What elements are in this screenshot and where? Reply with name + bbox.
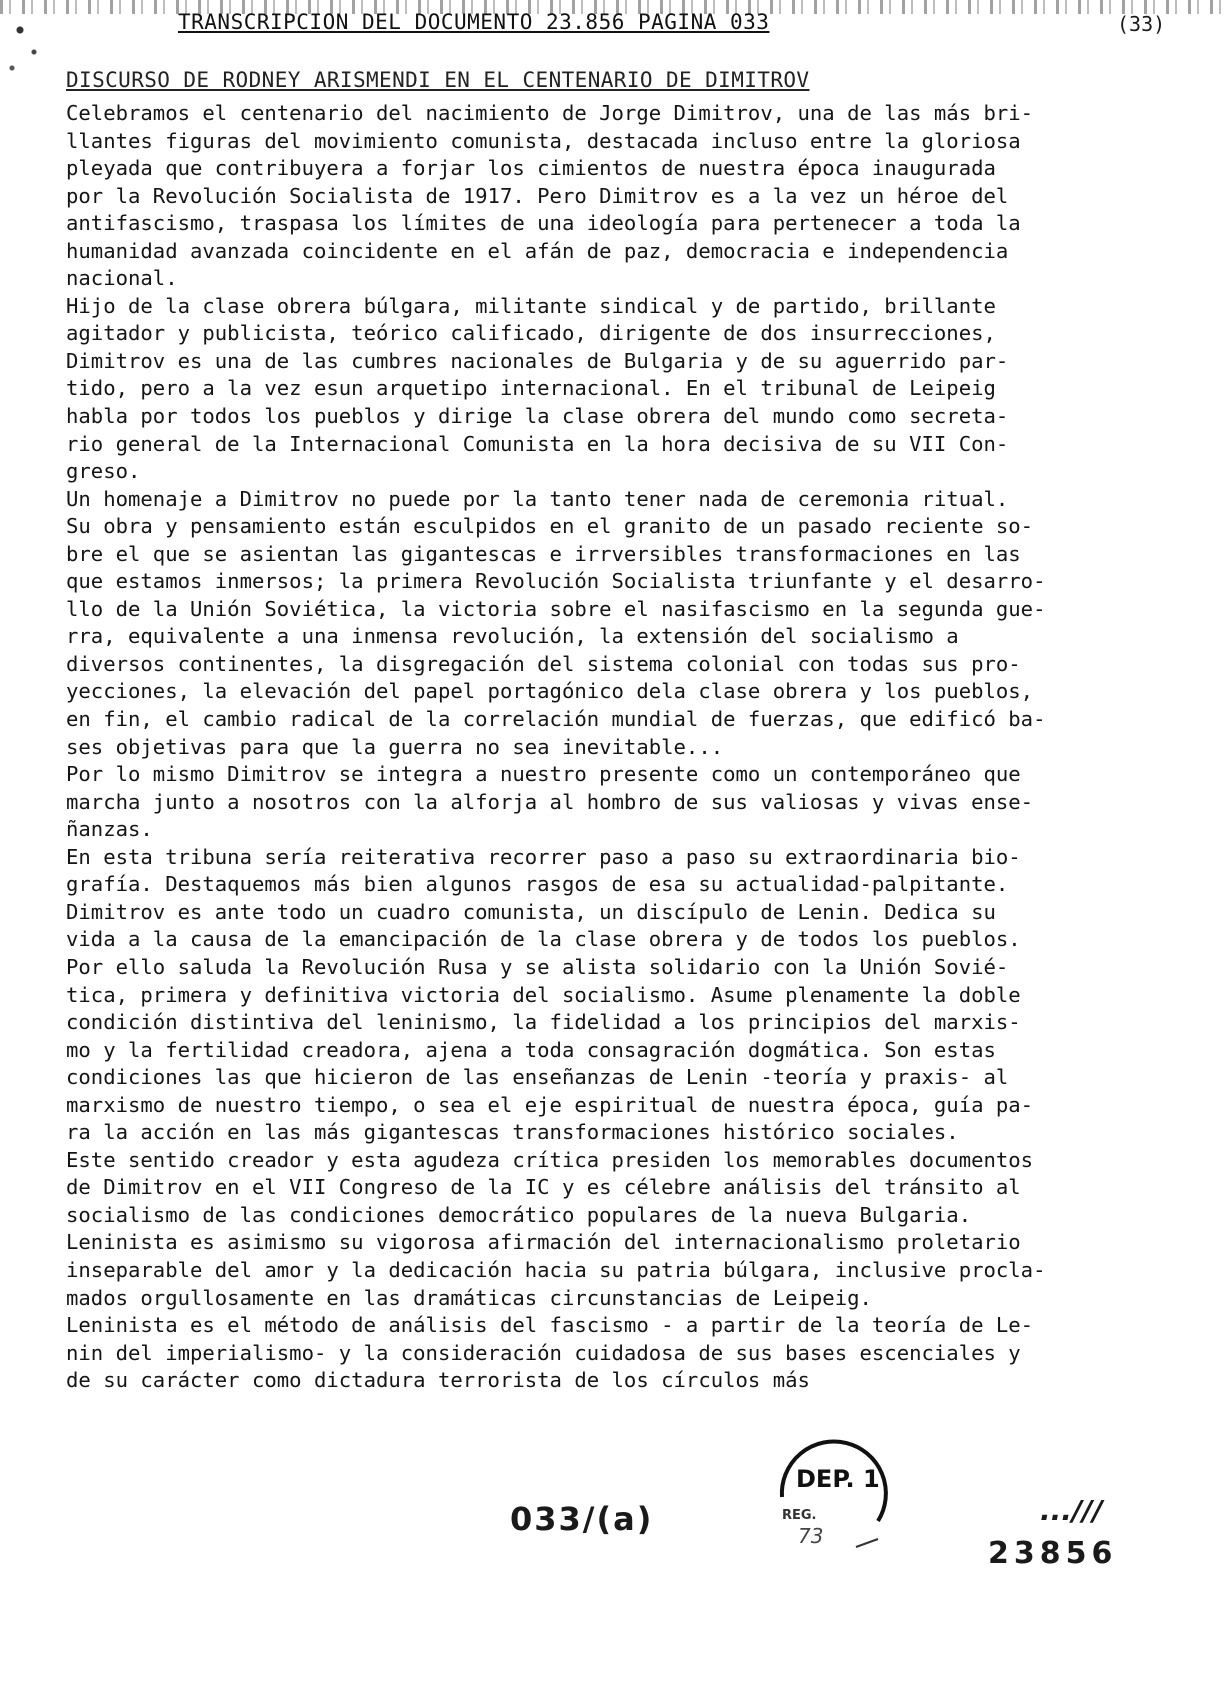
text-line: marcha junto a nosotros con la alforja al hombro de sus valiosas y vivas ense- bbox=[66, 789, 1034, 814]
document-number: 23856 bbox=[988, 1536, 1118, 1571]
text-line: tido, pero a la vez esun arquetipo internacional. En el tribunal de Leipeig bbox=[66, 376, 996, 401]
text-line: Dimitrov es una de las cumbres nacionales de Bulgaria y de su aguerrido par- bbox=[66, 348, 1009, 373]
text-line: Su obra y pensamiento están esculpidos en el granito de un pasado reciente so- bbox=[66, 514, 1034, 539]
text-line: humanidad avanzada coincidente en el afán de paz, democracia e independencia bbox=[66, 238, 1009, 263]
text-line: rio general de la Internacional Comunista en la hora decisiva de su VII Con- bbox=[66, 431, 1009, 456]
speech-title: DISCURSO DE RODNEY ARISMENDI EN EL CENTENARIO DE DIMITROV bbox=[66, 68, 810, 92]
text-line: agitador y publicista, teórico calificado, dirigente de dos insurrecciones, bbox=[66, 321, 996, 346]
text-line: mados orgullosamente en las dramáticas circunstancias de Leipeig. bbox=[66, 1285, 872, 1310]
corner-page-mark: (33) bbox=[1117, 12, 1166, 36]
text-line: greso. bbox=[66, 459, 141, 484]
text-line: En esta tribuna sería reiterativa recorrer paso a paso su extraordinaria bio- bbox=[66, 844, 1021, 869]
speech-body bbox=[66, 100, 1186, 1395]
text-line: que estamos inmersos; la primera Revolución Socialista triunfante y el desarro- bbox=[66, 569, 1046, 594]
text-line: inseparable del amor y la dedicación hacia su patria búlgara, inclusive procla- bbox=[66, 1257, 1046, 1282]
text-line: pleyada que contribuyera a forjar los cimientos de nuestra época inaugurada bbox=[66, 156, 996, 181]
text-line: Leninista es asimismo su vigorosa afirmación del internacionalismo proletario bbox=[66, 1230, 1021, 1255]
text-line: nacional. bbox=[66, 266, 178, 291]
text-line: de su carácter como dictadura terrorista de los círculos más bbox=[66, 1368, 810, 1393]
text-line: ses objetivas para que la guerra no sea inevitable... bbox=[66, 734, 724, 759]
stamp-line-1: DEP. 1 bbox=[796, 1465, 880, 1493]
text-line: grafía. Destaquemos más bien algunos rasgos de esa su actualidad-palpitante. bbox=[66, 872, 1009, 897]
text-line: llo de la Unión Soviética, la victoria sobre el nasifascismo en la segunda gue- bbox=[66, 596, 1046, 621]
text-line: Por lo mismo Dimitrov se integra a nuestro presente como un contemporáneo que bbox=[66, 762, 1021, 787]
text-line: en fin, el cambio radical de la correlación mundial de fuerzas, que edificó ba- bbox=[66, 707, 1046, 732]
text-line: condiciones las que hicieron de las enseñanzas de Lenin -teoría y praxis- al bbox=[66, 1065, 1009, 1090]
text-line: yecciones, la elevación del papel portagónico dela clase obrera y los pueblos, bbox=[66, 679, 1034, 704]
text-line: Celebramos el centenario del nacimiento de Jorge Dimitrov, una de las más bri- bbox=[66, 101, 1034, 125]
text-line: Leninista es el método de análisis del fascismo - a partir de la teoría de Le- bbox=[66, 1313, 1034, 1338]
text-line: ñanzas. bbox=[66, 817, 153, 842]
text-line: antifascismo, traspasa los límites de una ideología para pertenecer a toda la bbox=[66, 211, 1021, 236]
text-line: por la Revolución Socialista de 1917. Pero Dimitrov es a la vez un héroe del bbox=[66, 183, 1009, 208]
scan-corner-artifact bbox=[0, 0, 60, 90]
text-line: llantes figuras del movimiento comunista, destacada incluso entre la gloriosa bbox=[66, 128, 1021, 153]
text-line: marxismo de nuestro tiempo, o sea el eje espiritual de nuestra época, guía pa- bbox=[66, 1092, 1034, 1117]
text-line: mo y la fertilidad creadora, ajena a toda consagración dogmática. Son estas bbox=[66, 1037, 996, 1062]
continuation-mark: .../// bbox=[1040, 1494, 1103, 1527]
text-line: Por ello saluda la Revolución Rusa y se alista solidario con la Unión Sovié- bbox=[66, 954, 1009, 979]
text-line: rra, equivalente a una inmensa revolución, la extensión del socialismo a bbox=[66, 624, 959, 649]
text-line: Dimitrov es ante todo un cuadro comunista, un discípulo de Lenin. Dedica su bbox=[66, 899, 996, 924]
text-line: ra la acción en las más gigantescas transformaciones histórico sociales. bbox=[66, 1120, 959, 1145]
text-line: habla por todos los pueblos y dirige la clase obrera del mundo como secreta- bbox=[66, 404, 1009, 429]
stamp-line-2: REG. bbox=[782, 1508, 817, 1523]
text-line: de Dimitrov en el VII Congreso de la IC y es célebre análisis del tránsito al bbox=[66, 1175, 1021, 1200]
text-line: condición distintiva del leninismo, la fidelidad a los principios del marxis- bbox=[66, 1010, 1021, 1035]
folio-reference: 033/(a) bbox=[510, 1500, 654, 1538]
text-line: socialismo de las condiciones democrático populares de la nueva Bulgaria. bbox=[66, 1202, 972, 1227]
text-line: vida a la causa de la emancipación de la clase obrera y de todos los pueblos. bbox=[66, 927, 1021, 952]
transcription-header: TRANSCRIPCION DEL DOCUMENTO 23.856 PAGINA 033 bbox=[178, 10, 770, 34]
text-line: bre el que se asientan las gigantescas e irrversibles transformaciones en las bbox=[66, 541, 1021, 566]
department-stamp bbox=[760, 1435, 900, 1565]
text-line: nin del imperialismo- y la consideración cuidadosa de sus bases escenciales y bbox=[66, 1340, 1021, 1365]
text-line: Un homenaje a Dimitrov no puede por la tanto tener nada de ceremonia ritual. bbox=[66, 486, 1009, 511]
text-line: Hijo de la clase obrera búlgara, militante sindical y de partido, brillante bbox=[66, 293, 996, 318]
text-line: diversos continentes, la disgregación del sistema colonial con todas sus pro- bbox=[66, 651, 1021, 676]
text-line: tica, primera y definitiva victoria del socialismo. Asume plenamente la doble bbox=[66, 982, 1021, 1007]
text-line: Este sentido creador y esta agudeza crítica presiden los memorables documentos bbox=[66, 1147, 1034, 1172]
stamp-line-3: 73 bbox=[798, 1524, 824, 1548]
